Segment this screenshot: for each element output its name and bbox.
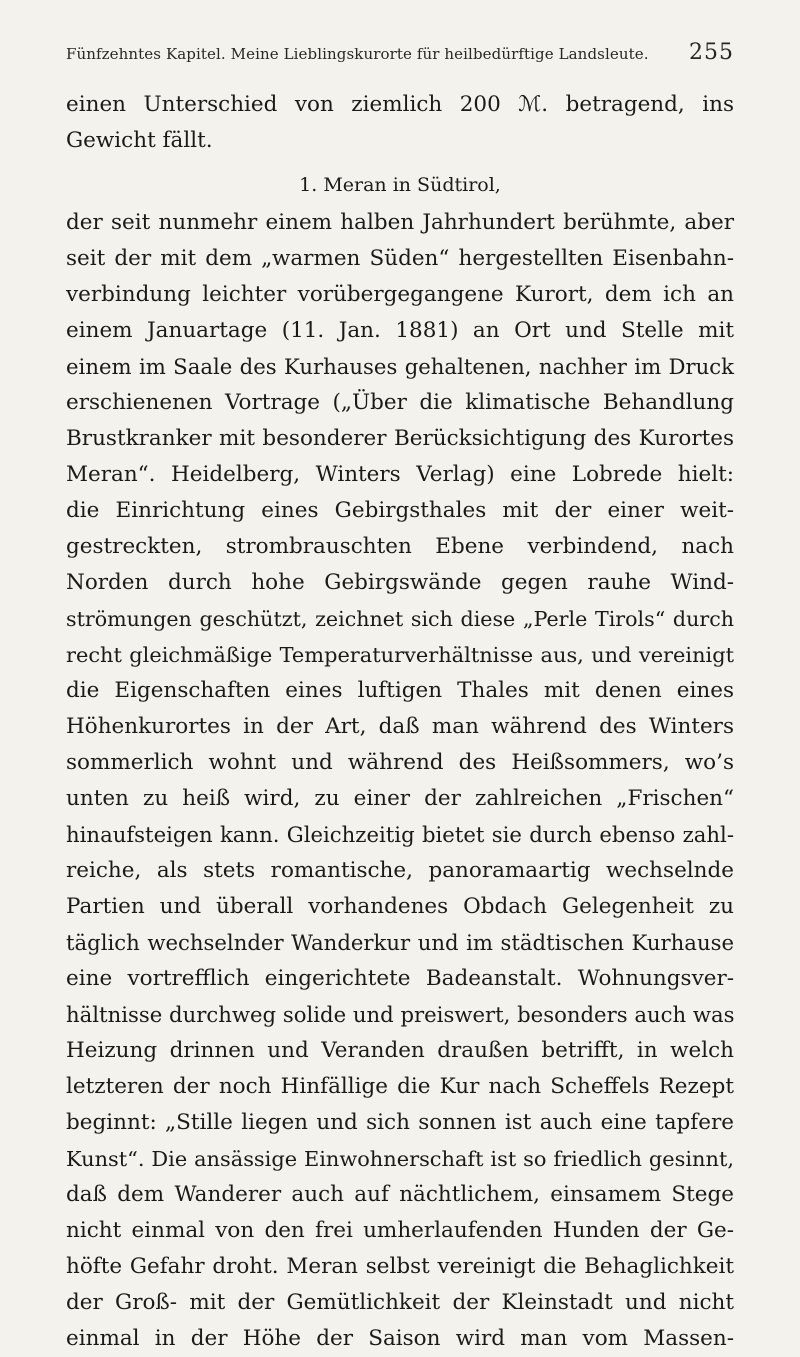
text-line: der Groß- mit der Gemütlichkeit der Kleinstadt und nicht — [66, 1290, 734, 1315]
text-line: unten zu heiß wird, zu einer der zahlreichen „Frischen“ — [66, 786, 734, 811]
text-line: sommerlich wohnt und während des Heißsommers, wo’s — [66, 750, 734, 775]
text-line: Norden durch hohe Gebirgswände gegen rauhe Wind- — [66, 570, 734, 595]
text-line: einem Januartage (11. Jan. 1881) an Ort und Stelle mit — [66, 318, 734, 343]
text-line: strömungen geschützt, zeichnet sich diese „Perle Tirols“ durch — [66, 607, 734, 631]
text-line: eine vortrefflich eingerichtete Badeanstalt. Wohnungsver- — [66, 966, 734, 991]
text-line: einen Unterschied von ziemlich 200 ℳ. betragend, ins — [66, 92, 734, 117]
text-line: verbindung leichter vorübergegangene Kurort, dem ich an — [66, 282, 734, 307]
text-line: reiche, als stets romantische, panoramaartig wechselnde — [66, 858, 734, 883]
text-line: die Eigenschaften eines luftigen Thales mit denen eines — [66, 678, 734, 703]
text-line: Heizung drinnen und Veranden draußen betrifft, in welch — [66, 1038, 734, 1063]
text-line: die Einrichtung eines Gebirgsthales mit der einer weit- — [66, 498, 734, 523]
text-line: Gewicht fällt. — [66, 128, 213, 153]
section-heading: 1. Meran in Südtirol, — [299, 174, 501, 196]
text-line: seit der mit dem „warmen Süden“ hergestellten Eisenbahn- — [66, 246, 734, 271]
text-line: gestreckten, strombrauschten Ebene verbindend, nach — [66, 534, 734, 559]
text-line: täglich wechselnder Wanderkur und im städtischen Kurhause — [66, 930, 734, 955]
text-line: einmal in der Höhe der Saison wird man vom Massen- — [66, 1326, 734, 1351]
page-header — [66, 40, 734, 65]
text-line: Kunst“. Die ansässige Einwohnerschaft ist so friedlich gesinnt, — [66, 1147, 734, 1171]
text-line: beginnt: „Stille liegen und sich sonnen ist auch eine tapfere — [66, 1110, 734, 1135]
text-line: daß dem Wanderer auch auf nächtlichem, einsamem Stege — [66, 1182, 734, 1207]
text-line: recht gleichmäßige Temperaturverhältnisse aus, und vereinigt — [66, 643, 734, 667]
text-line: Brustkranker mit besonderer Berücksichtigung des Kurortes — [66, 426, 734, 451]
text-line: Höhenkurortes in der Art, daß man während des Winters — [66, 714, 734, 739]
running-title: Fünfzehntes Kapitel. Meine Lieblingskurorte für heilbedürftige Landsleute. — [66, 45, 649, 63]
text-line: erschienenen Vortrage („Über die klimatische Behandlung — [66, 390, 734, 415]
page-number: 255 — [689, 40, 734, 65]
text-line: hinaufsteigen kann. Gleichzeitig bietet sie durch ebenso zahl- — [66, 822, 734, 847]
text-line: letzteren der noch Hinfällige die Kur nach Scheffels Rezept — [66, 1074, 734, 1099]
text-line: einem im Saale des Kurhauses gehaltenen, nachher im Druck — [66, 354, 734, 379]
text-line: Partien und überall vorhandenes Obdach Gelegenheit zu — [66, 894, 734, 919]
body-text — [66, 87, 734, 1357]
text-line: hältnisse durchweg solide und preiswert, besonders auch was — [66, 1002, 735, 1027]
text-line: nicht einmal von den frei umherlaufenden Hunden der Ge- — [66, 1218, 734, 1243]
text-line: Meran“. Heidelberg, Winters Verlag) eine Lobrede hielt: — [66, 462, 734, 487]
paragraph — [66, 205, 734, 1357]
text-line: höfte Gefahr droht. Meran selbst vereinigt die Behaglichkeit — [66, 1254, 734, 1279]
text-line: der seit nunmehr einem halben Jahrhundert berühmte, aber — [66, 210, 734, 235]
